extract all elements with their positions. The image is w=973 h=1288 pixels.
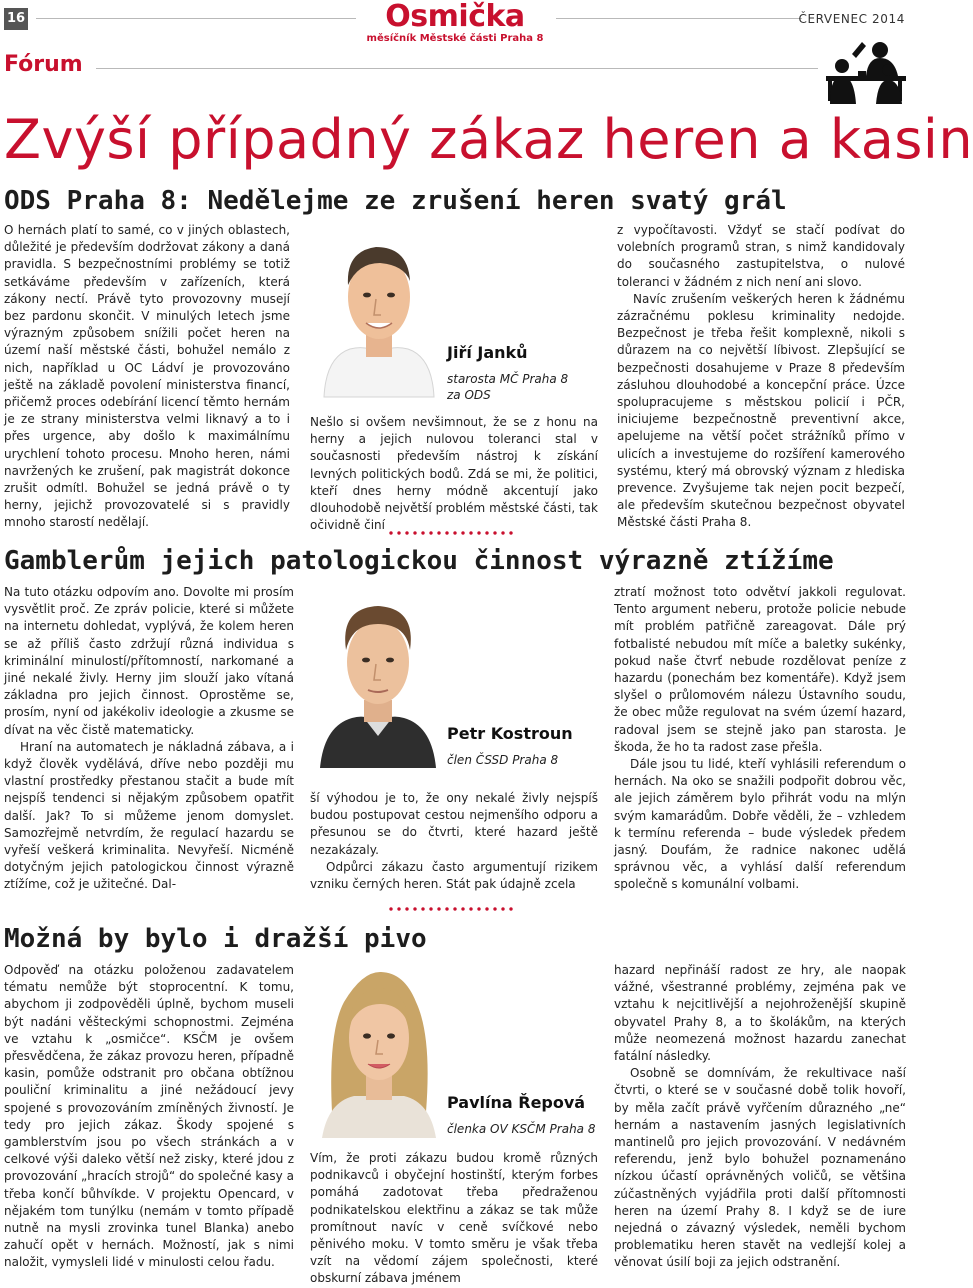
article-kscm-col3-p1: hazard nepřináší radost ze hry, ale naopak vážné, všestranné problémy, zejména pak ve vztahu k nejcitlivější a nejohroženější skupině obyvatel Prahy 8, a to školákům, na kterých může neomezená možnost hazardu zanechat fatální následky. <box>614 963 906 1064</box>
header-rule-left <box>36 18 356 19</box>
issue-date: ČERVENEC 2014 <box>798 12 905 26</box>
red-dot-separator-2 <box>387 906 515 912</box>
article-kscm-heading: Možná by bylo i dražší pivo <box>4 924 427 954</box>
masthead-subtitle: měsíčník Městské části Praha 8 <box>366 33 544 44</box>
section-rule <box>96 68 818 69</box>
article-cssd-col2-p2: Odpůrci zákazu často argumentují rizikem vzniku černých heren. Stát pak údajně zcela <box>310 859 598 892</box>
article-ods-col1-text: O hernách platí to samé, co v jiných oblastech, důležité je především dodržovat zákony a daná pravidla. S bezpečnostními problémy se totiž setkáváme především v zařízeních, která zákony nectí. Právě tyto provozovny musejí bez pardonu skončit. V minulých letech jsme výrazným způsobem snížili počet heren na území naší městské části, bohužel nemálo z nich, například u OC Ládví je provozováno ještě na základě povolení ministerstva financí, přičemž proces odebírání licencí těmto hernám je ze strany ministerstva velmi liknavý a to i přes urgence, aby došlo k maximálnímu urychlení tohoto procesu. Mnoho heren, námi navržených ke zrušení, pak magistrát dokonce zrušit odmítl. Bohužel se jedná právě o ty herny, jejichž provozovatelé si s pravidly mnoho starostí nedělají. <box>4 223 290 530</box>
article-ods-col3-p1: z vypočítavosti. Vždyť se stačí podívat do volebních programů stran, s nimž kandidovaly do současného zastupitelstva, o nulové toleranci v žádném z nich není ani slovo. <box>617 223 905 289</box>
article-cssd-col1 <box>4 584 294 894</box>
article-ods-col3-p2: Navíc zrušením veškerých heren k žádnému zázračnému poklesu kriminality nedojde. Bezpečnost je třeba řešit komplexně, nikoli s důrazem na co největší líbivost. Zlepšující se bezpečnosti dosahujeme v Praze 8 především zásluhou dlouhodobé a koncepční práce. Úzce spolupracujeme s městskou policií i PČR, iniciujeme bezpečnostně preventivní akce, apelujeme na větší počet strážníků přímo v ulicích a investujeme do rozšíření kamerového systému, který má obrovský význam z hlediska prevence. Zvyšujeme tak nejen pocit bezpečí, ale především skutečnou bezpečnost obyvatel Městské části Praha 8. <box>617 291 905 530</box>
article-cssd-heading: Gamblerům jejich patologickou činnost výrazně ztížíme <box>4 546 834 576</box>
article-cssd-col2-p1: ší výhodou je to, že ony nekalé živly nejspíš budou postupovat cestou nejmenšího odporu a přesunou se do čtvrti, které hazard ještě nezakázaly. <box>310 791 598 857</box>
author-photo-repova <box>318 962 440 1138</box>
article-cssd-col1-p2: Hraní na automatech je nákladná zábava, a i když člověk vydělává, dříve nebo později mu vlastní prostředky přestanou stačit a bude mít nejspíš tendenci si nějakým způsobem opatřit další. Jak? To si můžeme jenom domyslet. Samozřejmě netvrdím, že regulací hazardu se vyřeší veškerá kriminalita. Nevyřeší. Nicméně dotyčným jejich patologickou činnost výrazně ztížíme, což je užitečné. Dal- <box>4 739 294 892</box>
article-ods-col3 <box>617 222 905 532</box>
article-cssd-col2 <box>310 790 598 893</box>
article-ods-col2-text: Nešlo si ovšem nevšimnout, že se z honu na herny a jejich nulovou toleranci stal v současnosti především nástroj k získání levných politických bodů. Zdá se mi, že politici, kteří dnes herny módně akcentují jako dlouhodobě největší problém městské části, tak očividně činí <box>310 415 598 533</box>
article-cssd-col3-p1: ztratí možnost toto odvětví jakkoli regulovat. Tento argument neberu, protože policie nebude mít problém patřičně zareagovat. Dále prý fotbalisté nebudou mít míče a baletky sukénky, pokud naše čtvrť nebude rozdělovat peníze z hazardu (ponechám bez komentáře). Když jsem slyšel o průlomovém nálezu Ústavního soudu, že obec může regulovat na svém území hazard, radoval jsem se stejně jako pan starosta. Je škoda, že ho ta radost zase přešla. <box>614 585 906 754</box>
author-name-janku: Jiří Janků <box>447 343 528 362</box>
article-cssd-col3-p2: Dále jsou tu lidé, kteří vyhlásili referendum o hernách. Na oko se snažili podpořit dobrou věc, ale jejich záměrem bylo přihrát vodu na mlýn svým kamarádům. Dobře věděli, že – vzhledem k termínu referenda – bude výsledek předem jasný. Doufám, že radnice nakonec udělá správnou věc, a vyhlásí další referendum společně s komunální volbami. <box>614 757 906 892</box>
author-role-janku-2: za ODS <box>447 388 491 402</box>
article-kscm-col3 <box>614 962 906 1272</box>
author-role-repova: členka OV KSČM Praha 8 <box>447 1122 596 1136</box>
people-at-table-illustration-icon <box>822 36 908 104</box>
article-kscm-col1 <box>4 962 294 1272</box>
section-title: Fórum <box>4 52 83 77</box>
author-photo-kostroun <box>318 590 438 768</box>
article-cssd-col3 <box>614 584 906 894</box>
article-kscm-col2 <box>310 1150 598 1288</box>
article-kscm-col2-text: Vím, že proti zákazu budou kromě různých podnikavců i obyčejní hostinští, kterým forbes pomáhá zadotovat třeba předraženou podnikatelskou elektřinu a zákaz se tak může promítnout navíc v ceně svíčkové nebo pěnivého moku. V tomto směru je však třeba vzít na vědomí zájem společnosti, které obskurní zábava jménem <box>310 1151 598 1286</box>
author-role-janku-1: starosta MČ Praha 8 <box>447 372 569 386</box>
masthead-title: Osmička <box>385 0 525 34</box>
article-cssd-col1-p1: Na tuto otázku odpovím ano. Dovolte mi prosím vysvětlit proč. Ze zpráv policie, které si můžete na internetu dohledat, vyplývá, že kolem heren se až příliš často zdržují různá individua s kriminální minulostí/přítomností, narkomané a jiné nekalé živly. Herny jim slouží jako vítaná základna pro jejich činnost. Oprostěme se, prosím, nyní od jakékoliv ideologie a zkusme se dívat na věc čistě matematicky. <box>4 585 294 737</box>
author-name-kostroun: Petr Kostroun <box>447 724 573 743</box>
header-rule-right <box>556 18 802 19</box>
main-headline: Zvýší případný zákaz heren a kasin <box>4 108 973 171</box>
author-role-kostroun: člen ČSSD Praha 8 <box>447 753 559 767</box>
article-ods-col2 <box>310 414 598 534</box>
red-dot-separator-1 <box>387 530 515 536</box>
author-name-repova: Pavlína Řepová <box>447 1093 586 1112</box>
article-ods-heading: ODS Praha 8: Nedělejme ze zrušení heren svatý grál <box>4 186 787 216</box>
author-photo-janku <box>320 225 438 397</box>
page-number: 16 <box>4 8 28 30</box>
article-kscm-col3-p2: Osobně se domnívám, že rekultivace naší čtvrti, o které se v současné době tolik hovoří, by měla začít právě vyřčením důrazného „ne“ hernám a nastavením jasných legislativních mantinelů pro jejich provozování. V nedávném referendu, jenž bylo bohužel poznamenáno nízkou účastí oprávněných voličů, se většina zúčastněných vyjádřila proti další přítomnosti heren na území Prahy 8. I když se de iure nejedná o závazný výsledek, neměli bychom problematiku heren stavět na vedlejší kolej a věnovat úsilí boji za jejich odstranění. <box>614 1066 906 1270</box>
article-kscm-col1-text: Odpověď na otázku položenou zadavatelem tématu nemůže být stoprocentní. K tomu, abychom ji zodpověděli úplně, bychom museli být nadáni věšteckými schopnostmi. Zejména ve vztahu k „osmičce“. KSČM je ovšem přesvědčena, že zákaz provozu heren, případně kasin, pomůže odstranit pro občana obtížnou pouliční kriminalitu a jiné nežádoucí jevy spojené s provozováním zmíněných živností. Je tedy pro jejich zákaz. Škody spojené s gamblerstvím jsou po všech stránkách a v celkové výši daleko větší než zisky, které jdou z provozování „hracích strojů“ do společné kasy a třeba končí bůhvíkde. V projektu Opencard, v nějakém tom tunýlku (nemám v tomto případě nutně na mysli zrovinka tunel Blanka) anebo zahučí opět v hernách. Možností, jak s nimi naložit, vymysleli lidé v minulosti celou řadu. <box>4 963 294 1270</box>
article-ods-col1 <box>4 222 290 532</box>
masthead <box>355 1 555 44</box>
